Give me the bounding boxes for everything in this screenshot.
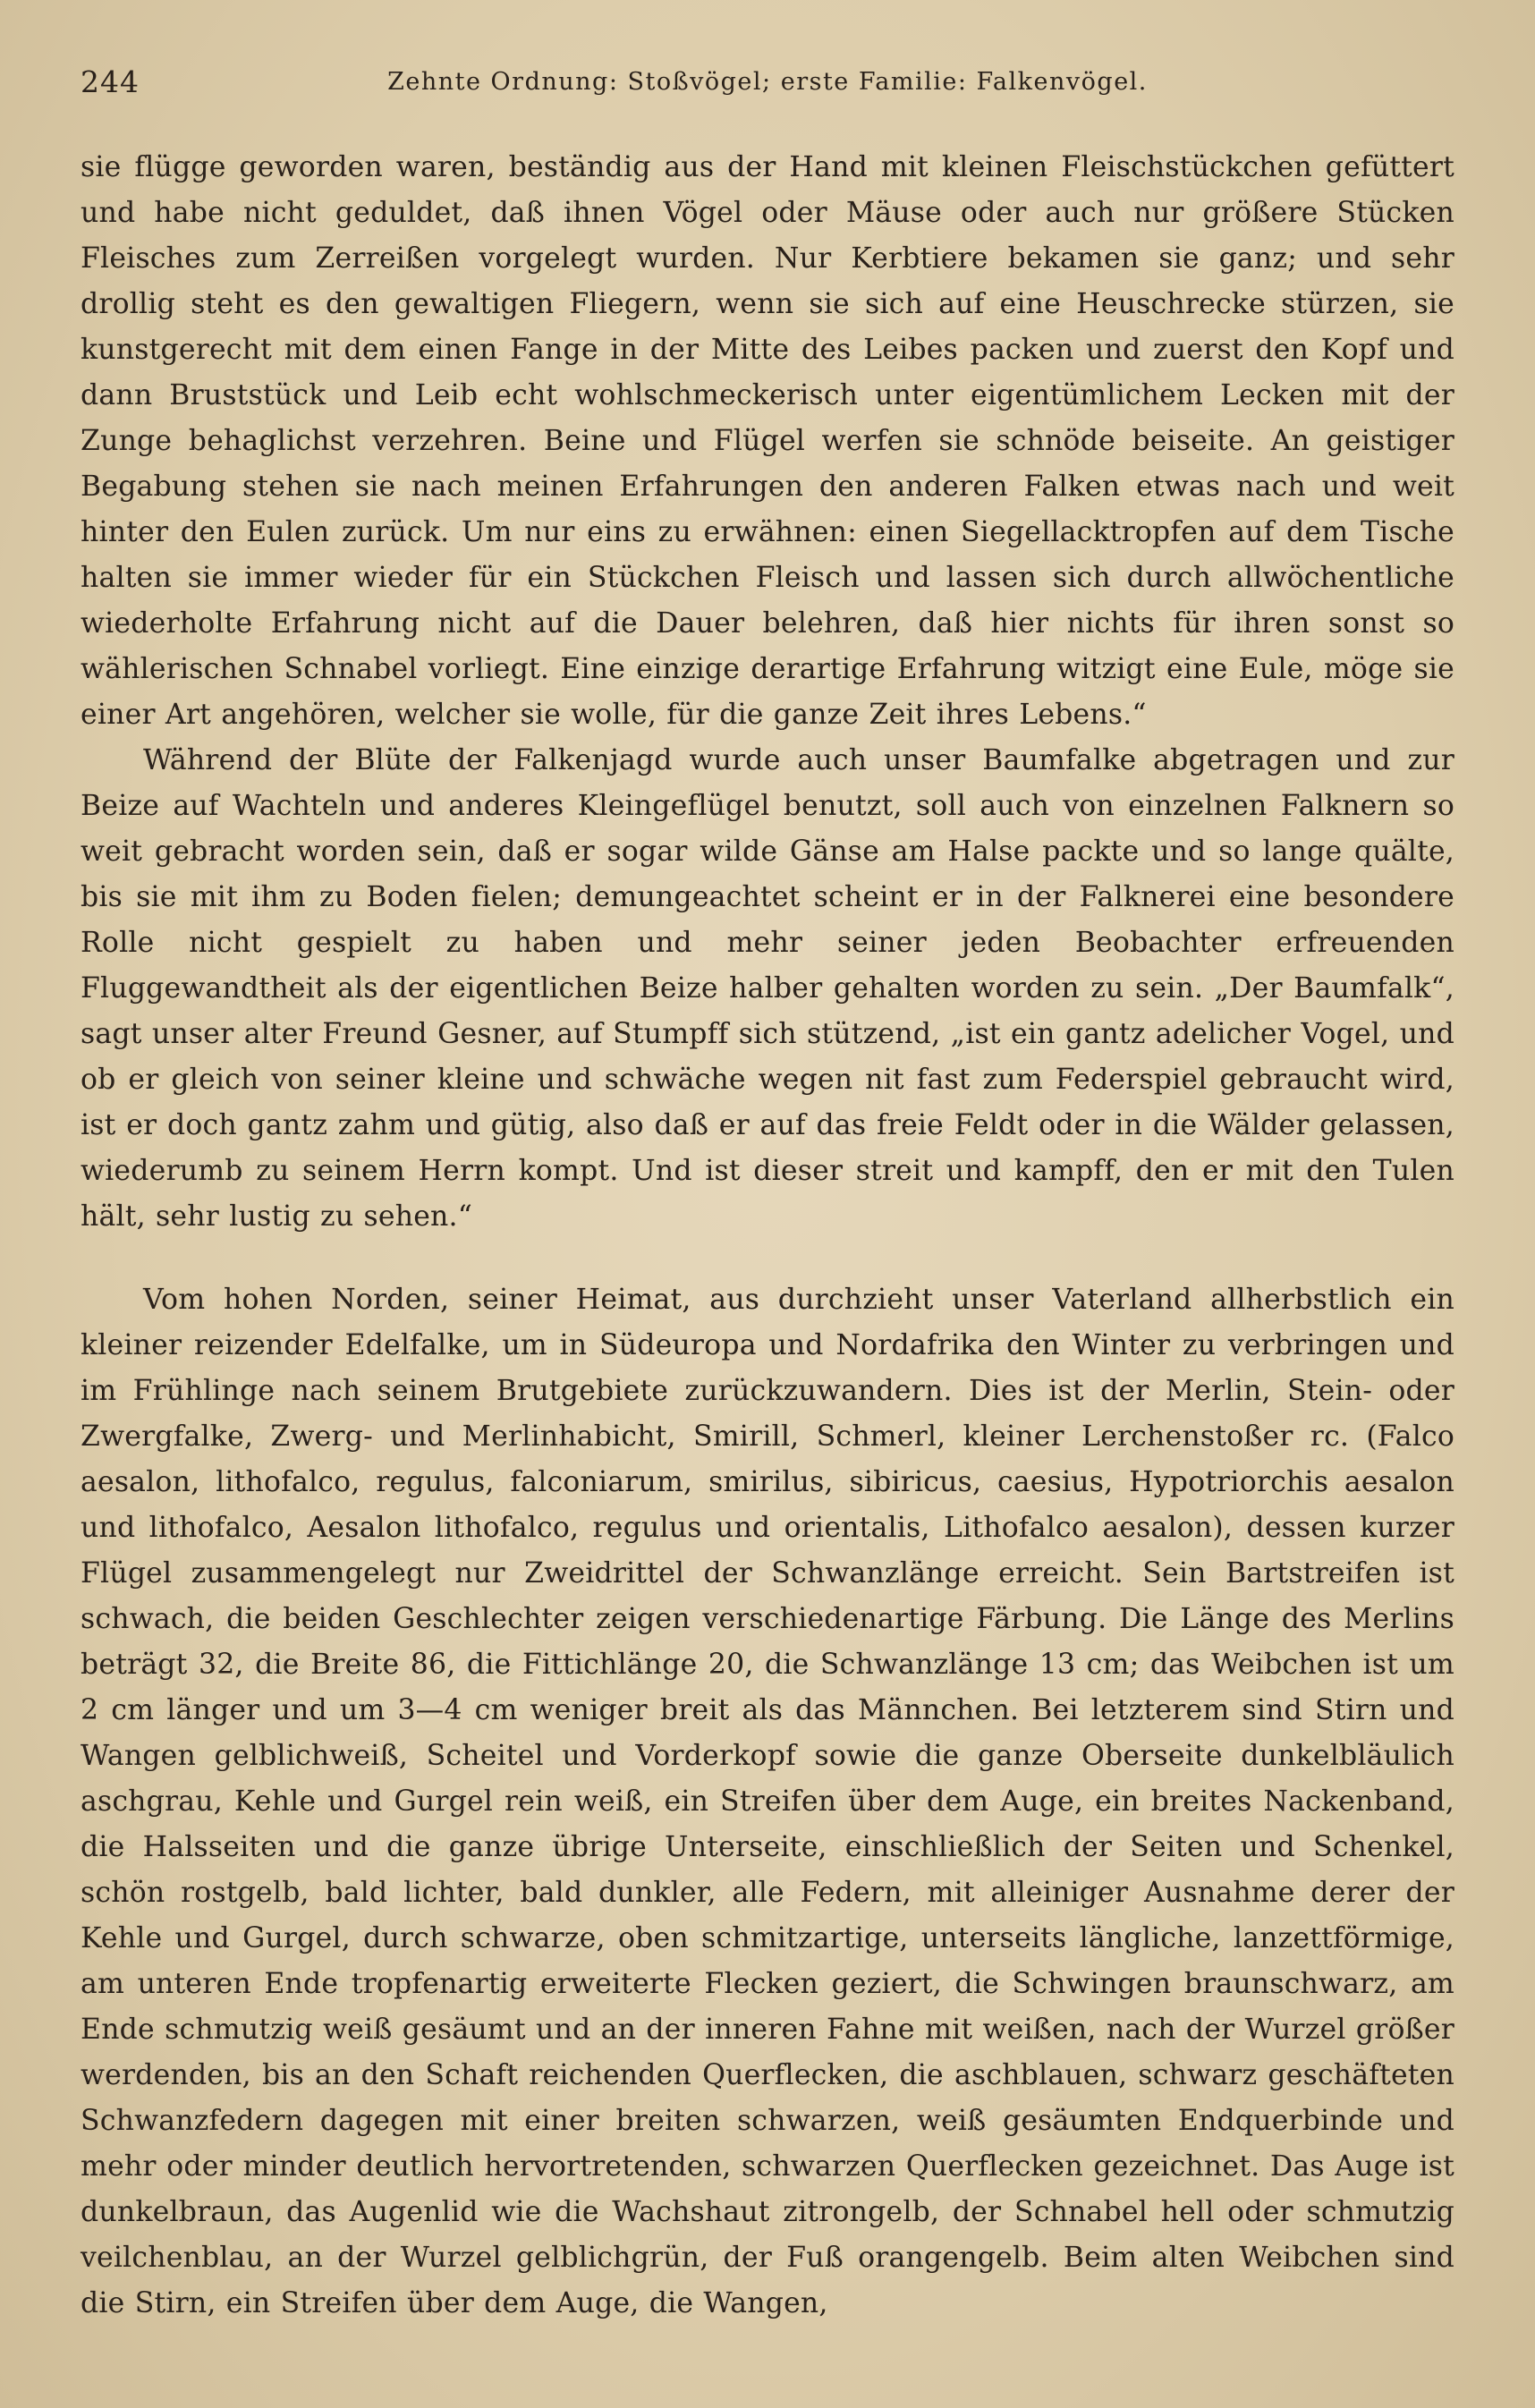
page-header (81, 55, 1454, 118)
section-divider (81, 1240, 1454, 1277)
page-number: 244 (81, 64, 140, 99)
paragraph-3: Vom hohen Norden, seiner Heimat, aus durchzieht unser Vaterland allherbstlich ein kleiner reizender Edelfalke, um in Südeuropa und Nordafrika den Winter zu verbringen und im Frühlinge nach seinem Brutgebiete zurückzuwandern. Dies ist der Merlin, Stein- oder Zwergfalke, Zwerg- und Merlinhabicht, Smirill, Schmerl, kleiner Lerchenstoßer rc. (Falco aesalon, lithofalco, regulus, falconiarum, smirilus, sibiricus, caesius, Hypotriorchis aesalon und lithofalco, Aesalon lithofalco, regulus und orientalis, Lithofalco aesalon), dessen kurzer Flügel zusammengelegt nur Zweidrittel der Schwanzlänge erreicht. Sein Bartstreifen ist schwach, die beiden Geschlechter zeigen verschiedenartige Färbung. Die Länge des Merlins beträgt 32, die Breite 86, die Fittichlänge 20, die Schwanzlänge 13 cm; das Weibchen ist um 2 cm länger und um 3—4 cm weniger breit als das Männchen. Bei letzterem sind Stirn und Wangen gelblichweiß, Scheitel und Vorderkopf sowie die ganze Oberseite dunkelbläulich aschgrau, Kehle und Gurgel rein weiß, ein Streifen über dem Auge, ein breites Nackenband, die Halsseiten und die ganze übrige Unterseite, einschließlich der Seiten und Schenkel, schön rostgelb, bald lichter, bald dunkler, alle Federn, mit alleiniger Ausnahme derer der Kehle und Gurgel, durch schwarze, oben schmitzartige, unterseits längliche, lanzettförmige, am unteren Ende tropfenartig erweiterte Flecken geziert, die Schwingen braunschwarz, am Ende schmutzig weiß gesäumt und an der inneren Fahne mit weißen, nach der Wurzel größer werdenden, bis an den Schaft reichenden Querflecken, die aschblauen, schwarz geschäfteten Schwanzfedern dagegen mit einer breiten schwarzen, weiß gesäumten Endquerbinde und mehr oder minder deutlich hervortretenden, schwarzen Querflecken gezeichnet. Das Auge ist dunkelbraun, das Augenlid wie die Wachshaut zitrongelb, der Schnabel hell oder schmutzig veilchenblau, an der Wurzel gelblichgrün, der Fuß orangengelb. Beim alten Weibchen sind die Stirn, ein Streifen über dem Auge, die Wangen, (81, 1284, 1454, 2319)
paragraph-1: sie flügge geworden waren, beständig aus der Hand mit kleinen Fleischstückchen gefüttert und habe nicht geduldet, daß ihnen Vögel oder Mäuse oder auch nur größere Stücken Fleisches zum Zerreißen vorgelegt wurden. Nur Kerbtiere bekamen sie ganz; und sehr drollig steht es den gewaltigen Fliegern, wenn sie sich auf eine Heuschrecke stürzen, sie kunstgerecht mit dem einen Fange in der Mitte des Leibes packen und zuerst den Kopf und dann Bruststück und Leib echt wohlschmeckerisch unter eigentümlichem Lecken mit der Zunge behaglichst verzehren. Beine und Flügel werfen sie schnöde beiseite. An geistiger Begabung stehen sie nach meinen Erfahrungen den anderen Falken etwas nach und weit hinter den Eulen zurück. Um nur eins zu erwähnen: einen Siegellacktropfen auf dem Tische halten sie immer wieder für ein Stückchen Fleisch und lassen sich durch allwöchentliche wiederholte Erfahrung nicht auf die Dauer belehren, daß hier nichts für ihren sonst so wählerischen Schnabel vorliegt. Eine einzige derartige Erfahrung witzigt eine Eule, möge sie einer Art angehören, welcher sie wolle, für die ganze Zeit ihres Lebens.“ (81, 151, 1454, 731)
paragraph-2: Während der Blüte der Falkenjagd wurde auch unser Baumfalke abgetragen und zur Beize auf Wachteln und anderes Kleingeflügel benutzt, soll auch von einzelnen Falknern so weit gebracht worden sein, daß er sogar wilde Gänse am Halse packte und so lange quälte, bis sie mit ihm zu Boden fielen; demungeachtet scheint er in der Falknerei eine besondere Rolle nicht gespielt zu haben und mehr seiner jeden Beobachter erfreuenden Fluggewandtheit als der eigentlichen Beize halber gehalten worden zu sein. „Der Baumfalk“, sagt unser alter Freund Gesner, auf Stumpff sich stützend, „ist ein gantz adelicher Vogel, und ob er gleich von seiner kleine und schwäche wegen nit fast zum Federspiel gebraucht wird, ist er doch gantz zahm und gütig, also daß er auf das freie Feldt oder in die Wälder gelassen, wiederumb zu seinem Herrn kompt. Und ist dieser streit und kampff, den er mit den Tulen hält, sehr lustig zu sehen.“ (81, 744, 1454, 1233)
body-text (81, 145, 1454, 2327)
running-head: Zehnte Ordnung: Stoßvögel; erste Familie: Falkenvögel. (387, 68, 1148, 96)
